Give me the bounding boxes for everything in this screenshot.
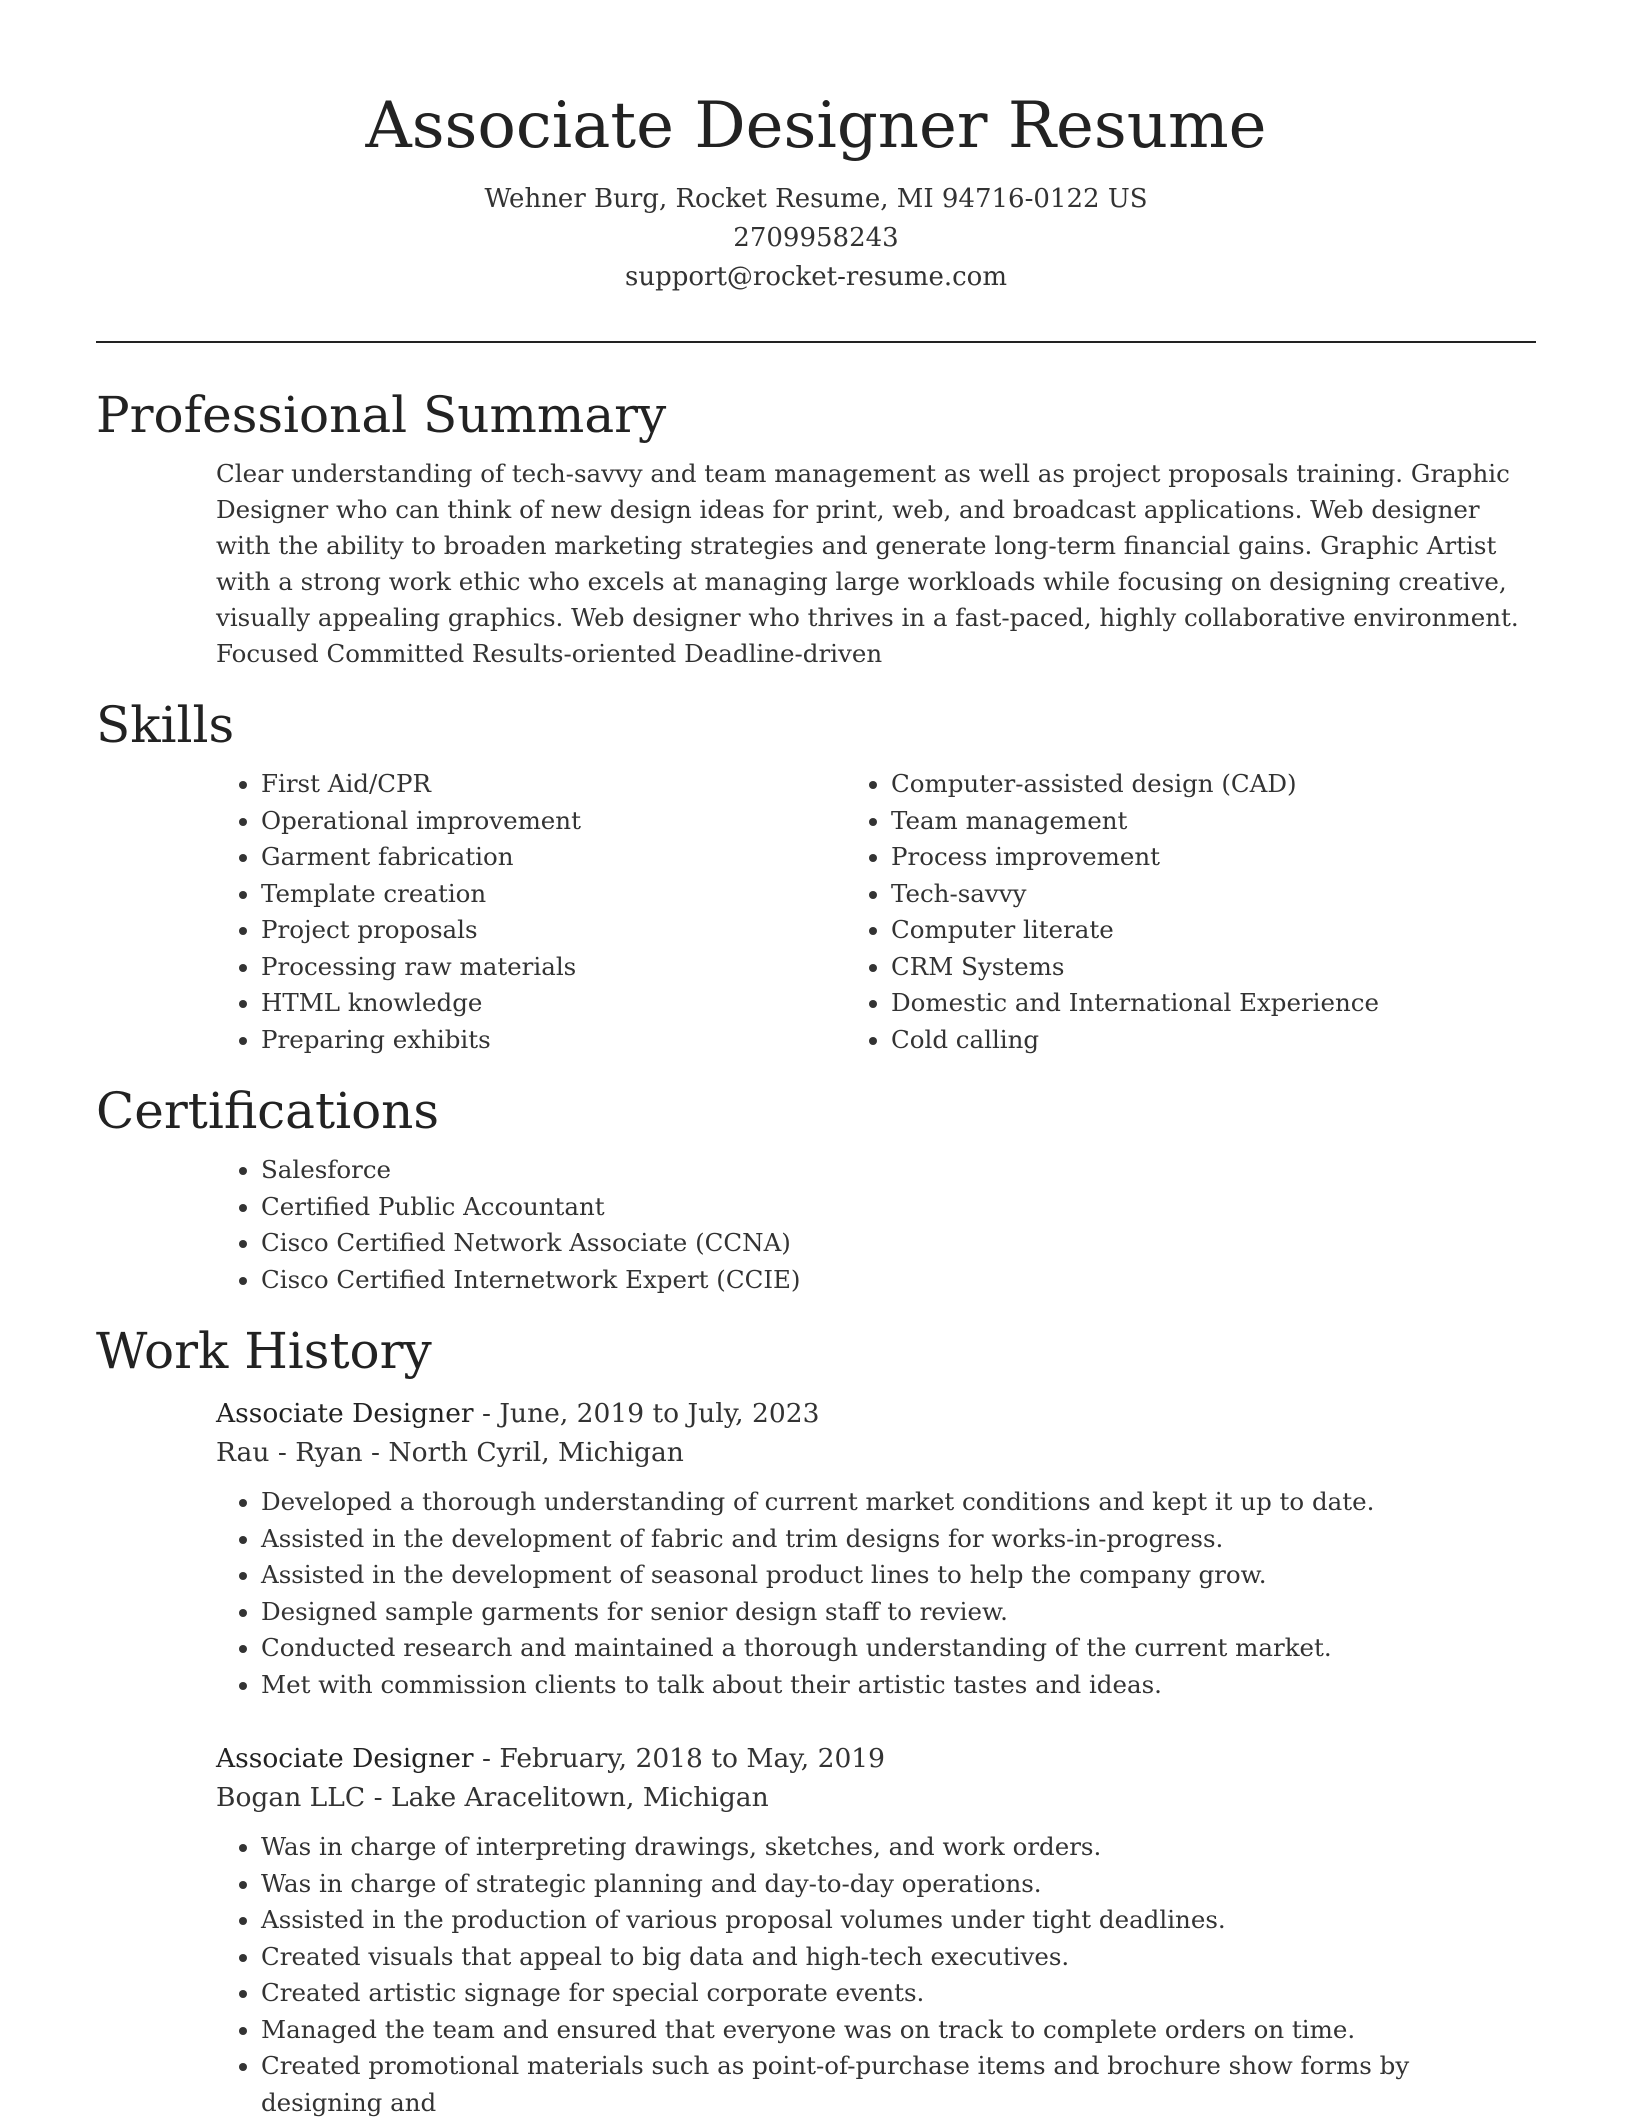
certifications-list bbox=[96, 1152, 1536, 1298]
job-company-line bbox=[216, 1778, 1536, 1817]
list-item: • Salesforce bbox=[261, 1152, 1536, 1189]
summary-heading: Professional Summary bbox=[96, 386, 667, 444]
job-location: North Cyril, Michigan bbox=[388, 1437, 684, 1468]
list-item: • CRM Systems bbox=[891, 949, 1379, 986]
list-item: • Developed a thorough understanding of current market conditions and kept it up to date. bbox=[261, 1484, 1536, 1521]
list-item: • Assisted in the development of seasonal product lines to help the company grow. bbox=[261, 1557, 1536, 1594]
skills-heading: Skills bbox=[96, 696, 235, 754]
list-item: • First Aid/CPR bbox=[261, 766, 746, 803]
list-item: • Conducted research and maintained a thorough understanding of the current market. bbox=[261, 1630, 1536, 1667]
job-entry bbox=[216, 1739, 1536, 2121]
job-dates: June, 2019 to July, 2023 bbox=[499, 1398, 820, 1429]
list-item: • Cisco Certified Internetwork Expert (CCIE) bbox=[261, 1262, 1536, 1299]
job-entry bbox=[216, 1394, 1536, 1703]
list-item: • Garment fabrication bbox=[261, 839, 746, 876]
separator: - bbox=[481, 1398, 500, 1429]
list-item: • Assisted in the production of various proposal volumes under tight deadlines. bbox=[261, 1902, 1536, 1939]
list-item: • Cold calling bbox=[891, 1022, 1379, 1059]
list-item: • Met with commission clients to talk about their artistic tastes and ideas. bbox=[261, 1667, 1536, 1704]
certifications-heading: Certifications bbox=[96, 1082, 440, 1140]
summary-section bbox=[96, 380, 1536, 672]
list-item: • Template creation bbox=[261, 876, 746, 913]
list-item: • Domestic and International Experience bbox=[891, 985, 1379, 1022]
list-item: • Was in charge of strategic planning and day-to-day operations. bbox=[261, 1866, 1536, 1903]
list-item: • Preparing exhibits bbox=[261, 1022, 746, 1059]
work-history-section bbox=[96, 1316, 1536, 2121]
job-location: Lake Aracelitown, Michigan bbox=[390, 1782, 769, 1813]
header-divider bbox=[96, 341, 1536, 343]
separator: - bbox=[481, 1743, 500, 1774]
job-duties-list bbox=[216, 1829, 1536, 2121]
contact-address: Wehner Burg, Rocket Resume, MI 94716-0122 US bbox=[484, 184, 1148, 214]
separator: - bbox=[373, 1782, 391, 1813]
skills-list-right bbox=[746, 766, 1379, 1058]
job-role: Associate Designer bbox=[216, 1398, 474, 1429]
list-item: • Created promotional materials such as point-of-purchase items and brochure show forms by designing and bbox=[261, 2048, 1536, 2121]
list-item: • Tech-savvy bbox=[891, 876, 1379, 913]
list-item: • Designed sample garments for senior design staff to review. bbox=[261, 1594, 1536, 1631]
list-item: • Team management bbox=[891, 803, 1379, 840]
job-duties-list bbox=[216, 1484, 1536, 1703]
skills-columns bbox=[96, 766, 1536, 1058]
certifications-section bbox=[96, 1076, 1536, 1298]
summary-text: Clear understanding of tech-savvy and team management as well as project proposals training. Graphic Designer who can think of new design ideas for print, web, and broadcast applications. Web designer with the ability to broaden marketing strategies and generate long-term financial gains. Graphic Artist with a strong work ethic who excels at managing large workloads while focusing on designing creative, visually appealing graphics. Web designer who thrives in a fast-paced, highly collaborative environment. Focused Committed Results-oriented Deadline-driven bbox=[216, 459, 1519, 668]
resume-header bbox=[0, 0, 1632, 297]
list-item: • Cisco Certified Network Associate (CCNA) bbox=[261, 1225, 1536, 1262]
list-item: • Assisted in the development of fabric and trim designs for works-in-progress. bbox=[261, 1521, 1536, 1558]
contact-block bbox=[0, 180, 1632, 297]
page-title: Associate Designer Resume bbox=[365, 89, 1267, 163]
skills-section bbox=[96, 690, 1536, 1058]
resume-body bbox=[96, 380, 1536, 2121]
job-role: Associate Designer bbox=[216, 1743, 474, 1774]
job-company: Rau - Ryan bbox=[216, 1437, 363, 1468]
list-item: • HTML knowledge bbox=[261, 985, 746, 1022]
list-item: • Computer literate bbox=[891, 912, 1379, 949]
list-item: • Certified Public Accountant bbox=[261, 1189, 1536, 1226]
separator: - bbox=[371, 1437, 389, 1468]
list-item: • Processing raw materials bbox=[261, 949, 746, 986]
skills-list-left bbox=[96, 766, 746, 1058]
list-item: • Computer-assisted design (CAD) bbox=[891, 766, 1379, 803]
list-item: • Project proposals bbox=[261, 912, 746, 949]
list-item: • Managed the team and ensured that everyone was on track to complete orders on time. bbox=[261, 2012, 1536, 2049]
list-item: • Process improvement bbox=[891, 839, 1379, 876]
list-item: • Created artistic signage for special corporate events. bbox=[261, 1975, 1536, 2012]
contact-phone: 2709958243 bbox=[733, 223, 899, 253]
list-item: • Operational improvement bbox=[261, 803, 746, 840]
job-title-line bbox=[216, 1739, 1536, 1778]
contact-email: support@rocket-resume.com bbox=[624, 262, 1007, 292]
work-history-heading: Work History bbox=[96, 1322, 432, 1380]
job-dates: February, 2018 to May, 2019 bbox=[499, 1743, 886, 1774]
list-item: • Was in charge of interpreting drawings, sketches, and work orders. bbox=[261, 1829, 1536, 1866]
job-company: Bogan LLC bbox=[216, 1782, 366, 1813]
job-company-line bbox=[216, 1433, 1536, 1472]
list-item: • Created visuals that appeal to big data and high-tech executives. bbox=[261, 1939, 1536, 1976]
job-title-line bbox=[216, 1394, 1536, 1433]
